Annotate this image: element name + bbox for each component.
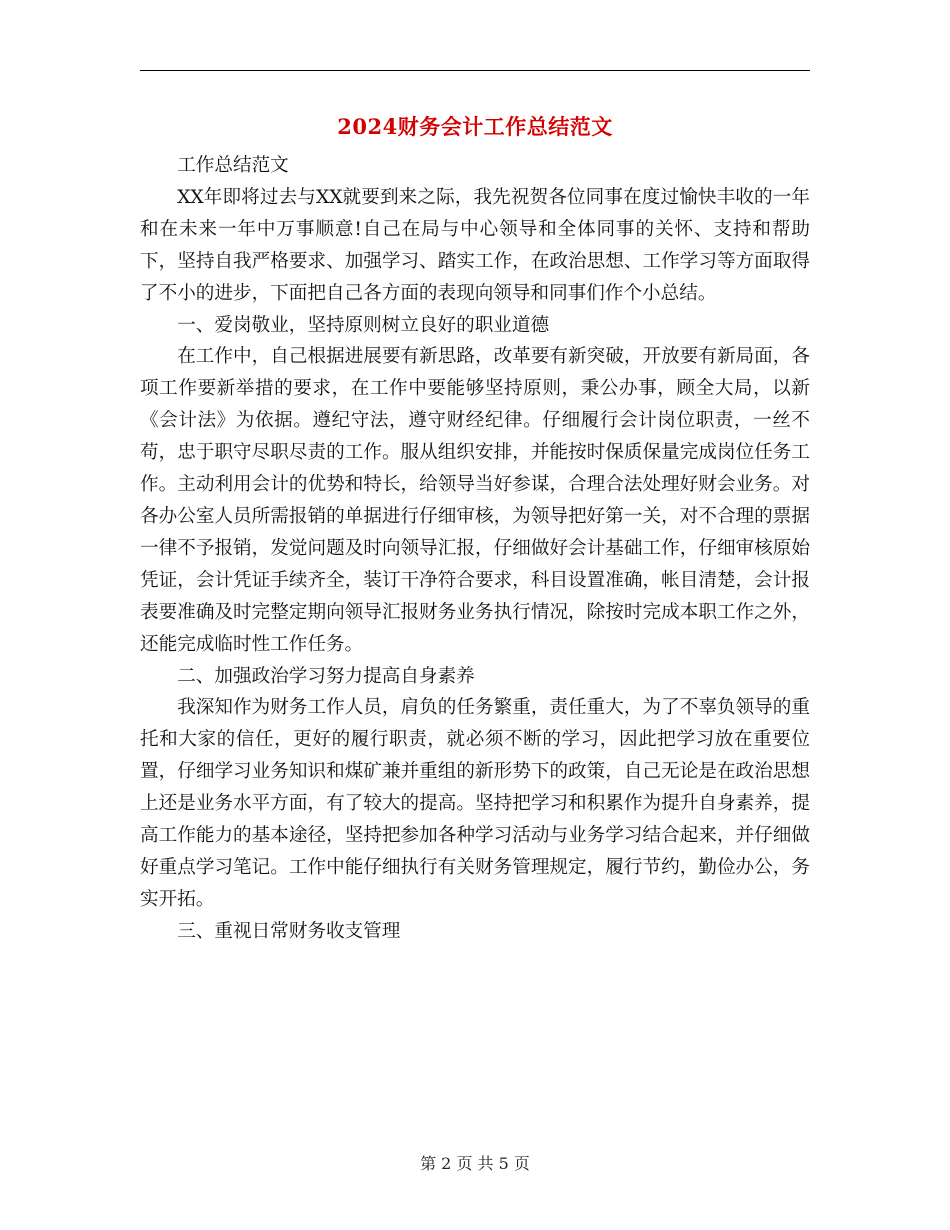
section-heading-3: 三、重视日常财务收支管理 [177, 920, 401, 942]
section-heading-2: 二、加强政治学习努力提高自身素养 [177, 665, 475, 687]
paragraph-section-1: 在工作中，自己根据进展要有新思路，改革要有新突破，开放要有新局面，各项工作要新举措的要求，在工作中要能够坚持原则，秉公办事，顾全大局，以新《会计法》为依据。遵纪守法，遵守财经纪律。仔细履行会计岗位职责，一丝不苟，忠于职守尽职尽责的工作。服从组织安排，并能按时保质保量完成岗位任务工作。主动利用会计的优势和特长，给领导当好参谋，合理合法处理好财会业务。对各办公室人员所需报销的单据进行仔细审核，为领导把好第一关，对不合理的票据一律不予报销，发觉问题及时向领导汇报，仔细做好会计基础工作，仔细审核原始凭证，会计凭证手续齐全，装订干净符合要求，科目设置准确，帐目清楚，会计报表要准确及时完整定期向领导汇报财务业务执行情况，除按时完成本职工作之外，还能完成临时性工作任务。 [140, 346, 810, 655]
section-heading-1: 一、爱岗敬业，坚持原则树立良好的职业道德 [177, 314, 550, 336]
paragraph-section-2: 我深知作为财务工作人员，肩负的任务繁重，责任重大，为了不辜负领导的重托和大家的信任，更好的履行职责，就必须不断的学习，因此把学习放在重要位置，仔细学习业务知识和煤矿兼并重组的新形势下的政策，自己无论是在政治思想上还是业务水平方面，有了较大的提高。坚持把学习和积累作为提升自身素养，提高工作能力的基本途径，坚持把参加各种学习活动与业务学习结合起来，并仔细做好重点学习笔记。工作中能仔细执行有关财务管理规定，履行节约，勤俭办公，务实开拓。 [140, 697, 810, 910]
paragraph-intro: XX年即将过去与XX就要到来之际，我先祝贺各位同事在度过愉快丰收的一年和在未来一年中万事顺意!自己在局与中心领导和全体同事的关怀、支持和帮助下，坚持自我严格要求、加强学习、踏实工作，在政治思想、工作学习等方面取得了不小的进步，下面把自己各方面的表现向领导和同事们作个小总结。 [140, 186, 810, 304]
paragraph-subtitle: 工作总结范文 [177, 155, 289, 176]
header-rule [140, 70, 810, 71]
page-number: 第 2 页 共 5 页 [420, 1154, 530, 1173]
document-title: 2024财务会计工作总结范文 [337, 114, 613, 139]
document-body [140, 150, 810, 948]
